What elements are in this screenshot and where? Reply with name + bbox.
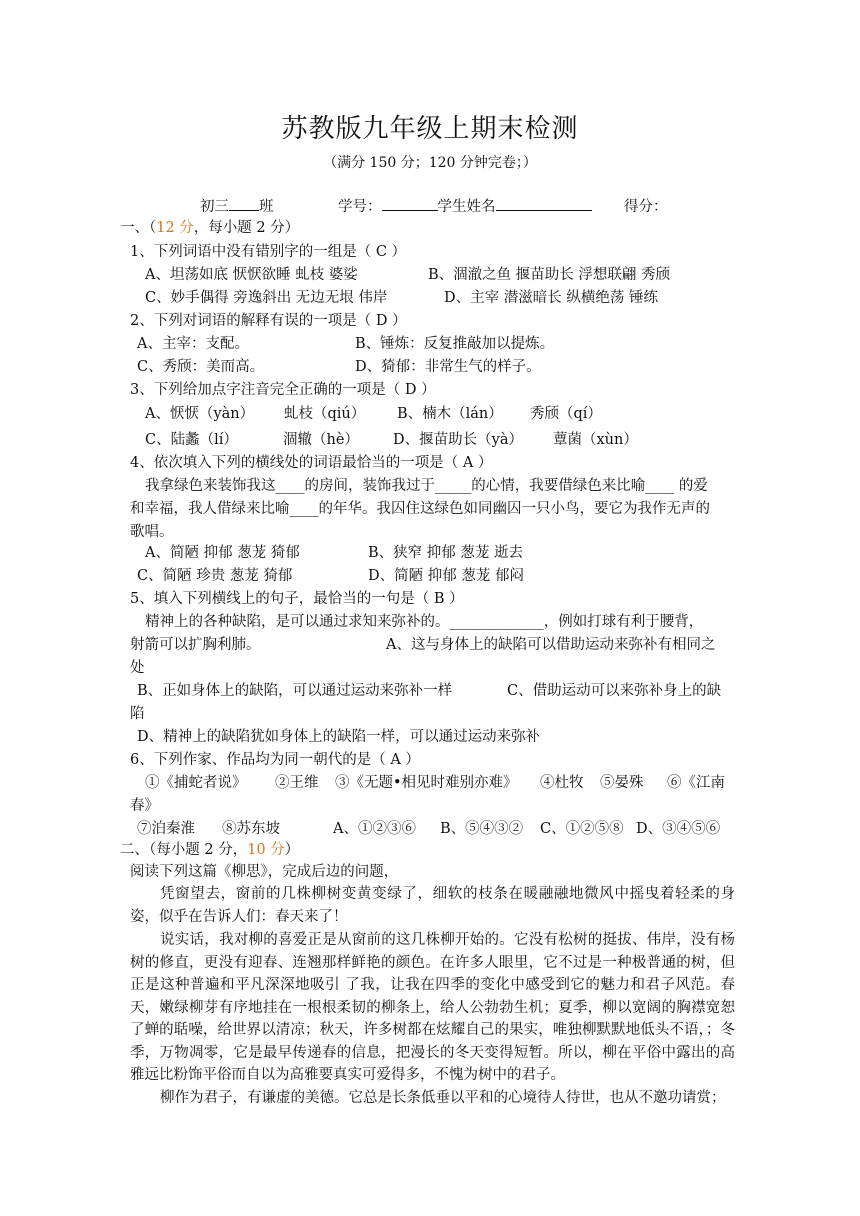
q6-item-4: ④杜牧 bbox=[540, 775, 584, 791]
q1-option-a: A、坦荡如底 恹恹欲睡 虬枝 婆娑 bbox=[145, 267, 358, 283]
section-two-suffix: ） bbox=[284, 842, 300, 858]
q5-option-d: D、精神上的缺陷犹如身体上的缺陷一样，可以通过运动来弥补 bbox=[137, 729, 541, 745]
q6-item-2: ②王维 bbox=[275, 775, 319, 791]
q3-option-d-second: 蕈菌（xùn） bbox=[553, 432, 638, 448]
q4-stem: 4、依次填入下列的横线处的词语最恰当的一项是（ A ） bbox=[130, 455, 493, 471]
q5-option-c-cont: 陷 bbox=[130, 706, 145, 722]
q6-item-8: ⑧苏东坡 bbox=[222, 821, 280, 837]
class-label-post: 班 bbox=[259, 199, 274, 215]
name-blank[interactable] bbox=[496, 196, 592, 211]
q4-option-c: C、简陋 珍贵 葱茏 猗郁 bbox=[137, 568, 293, 584]
q3-option-b: B、楠木（lán） bbox=[397, 406, 503, 422]
section-one-heading bbox=[120, 217, 299, 239]
class-label-pre: 初三 bbox=[200, 199, 229, 215]
id-label: 学号： bbox=[338, 199, 382, 215]
q1-option-b: B、涸澈之鱼 揠苗助长 浮想联翩 秀颀 bbox=[428, 267, 670, 283]
class-blank[interactable] bbox=[229, 196, 259, 211]
q5-passage-line-2: 射箭可以扩胸利肺。 bbox=[130, 637, 261, 653]
q4-passage-line-3: 歌唱。 bbox=[130, 524, 174, 540]
q4-option-d: D、简陋 抑郁 葱茏 郁闷 bbox=[368, 568, 524, 584]
page-title: 苏教版九年级上期末检测 bbox=[281, 114, 579, 144]
reading-intro: 阅读下列这篇《柳思》，完成后边的问题， bbox=[130, 864, 399, 880]
section-one-prefix: 一、（ bbox=[120, 220, 157, 236]
q6-stem: 6、下列作家、作品均为同一朝代的是（ A ） bbox=[130, 752, 420, 768]
page-subtitle: （满分 150 分；120 分钟完卷；） bbox=[323, 155, 537, 171]
q5-option-c: C、借助运动可以来弥补身上的缺 bbox=[507, 683, 722, 699]
q6-item-3: ③《无题•相见时难别亦难》 bbox=[335, 775, 518, 791]
q6-option-c: C、①②⑤⑧ bbox=[540, 821, 624, 837]
reading-paragraph-3: 柳作为君子，有谦虚的美德。它总是长条低垂以平和的心境待人待世，也从不邀功请赏； bbox=[160, 1090, 726, 1106]
q6-item-7: ⑦泊秦淮 bbox=[137, 821, 195, 837]
section-one-points: 12 分 bbox=[156, 220, 194, 236]
q5-option-b: B、正如身体上的缺陷，可以通过运动来弥补一样 bbox=[137, 683, 453, 699]
q5-option-a: A、这与身体上的缺陷可以借助运动来弥补有相同之 bbox=[386, 637, 716, 653]
q2-option-b: B、锤炼：反复推敲加以提炼。 bbox=[355, 336, 555, 352]
q3-option-c: C、陆蠡（lí） bbox=[145, 432, 238, 448]
q6-item-6-cont: 春》 bbox=[130, 798, 159, 814]
q3-option-d: D、揠苗助长（yà） bbox=[393, 432, 523, 448]
q4-passage-line-1: 我拿绿色来装饰我这____的房间，装饰我过于_____的心情，我要借绿色来比喻____ 的爱 bbox=[145, 478, 708, 494]
section-two-prefix: 二、（每小题 2 分， bbox=[120, 842, 248, 858]
q4-option-b: B、狭窄 抑郁 葱茏 逝去 bbox=[368, 545, 523, 561]
q6-item-1: ①《捕蛇者说》 bbox=[145, 775, 247, 791]
q3-stem: 3、下列给加点字注音完全正确的一项是（ D ） bbox=[130, 382, 436, 398]
q6-item-5: ⑤晏殊 bbox=[600, 775, 644, 791]
q5-option-a-cont: 处 bbox=[130, 660, 145, 676]
q6-option-d: D、③④⑤⑥ bbox=[636, 821, 721, 837]
q3-option-a-second: 虬枝（qiú） bbox=[284, 406, 366, 422]
info-line bbox=[200, 196, 274, 218]
section-two-points: 10 分 bbox=[247, 842, 285, 858]
section-one-suffix: ，每小题 2 分） bbox=[193, 220, 300, 236]
name-label: 学生姓名 bbox=[437, 199, 496, 215]
reading-paragraph-2: 说实话，我对柳的喜爱正是从窗前的这几株柳开始的。它没有松树的挺拔、伟岸，没有杨树的修直，更没有迎春、连翘那样鲜艳的颜色。在许多人眼里，它不过是一种极普通的树，但正是这种普遍和平凡深深地吸引 了我，让我在四季的变化中感受到它的魅力和君子风范。春天，嫩绿柳芽有序地挂在一根根柔韧的柳条上，给人公勃勃生机；夏季，柳以宽阔的胸襟宽恕了蝉的聒噪，给世界以清凉；秋天，许多树都在炫耀自己的果实，唯独柳默默地低头不语，；冬季，万物凋零，它是最早传递春的信息，把漫长的冬天变得短暂。所以，柳在平俗中露出的高雅远比粉饰平俗而自以为高雅要真实可爱得多，不愧为树中的君子。 bbox=[130, 932, 735, 1083]
q2-option-c: C、秀颀：美而高。 bbox=[137, 359, 265, 375]
q6-option-a: A、①②③⑥ bbox=[333, 821, 416, 837]
q1-option-c: C、妙手偶得 旁逸斜出 无边无垠 伟岸 bbox=[145, 290, 388, 306]
q3-option-c-second: 涸辙（hè） bbox=[283, 432, 359, 448]
id-blank[interactable] bbox=[382, 196, 438, 211]
q2-stem: 2、下列对词语的解释有误的一项是（ D ） bbox=[130, 313, 407, 329]
q2-option-d: D、猗郁：非常生气的样子。 bbox=[355, 359, 541, 375]
q3-option-a: A、恹恹（yàn） bbox=[145, 406, 255, 422]
q1-stem: 1、下列词语中没有错别字的一组是（ C ） bbox=[130, 244, 407, 260]
q6-item-6: ⑥《江南 bbox=[667, 775, 725, 791]
reading-paragraph-1: 凭窗望去，窗前的几株柳树变黄变绿了，细软的枝条在暖融融地微风中摇曳着轻柔的身姿，似乎在告诉人们：春天来了！ bbox=[130, 886, 735, 925]
q6-option-b: B、⑤④③② bbox=[440, 821, 524, 837]
q4-option-a: A、简陋 抑郁 葱茏 猗郁 bbox=[145, 545, 300, 561]
section-two-heading bbox=[120, 839, 299, 861]
q1-option-d: D、主宰 潜滋暗长 纵横绝荡 锤练 bbox=[444, 290, 658, 306]
id-field bbox=[338, 196, 592, 218]
q3-option-b-second: 秀颀（qí） bbox=[530, 406, 602, 422]
q5-stem: 5、填入下列横线上的句子，最恰当的一句是（ B ） bbox=[130, 591, 464, 607]
q2-option-a: A、主宰：支配。 bbox=[137, 336, 249, 352]
q4-passage-line-2: 和幸福，我人借绿来比喻____的年华。我囚住这绿色如同幽囚一只小鸟，要它为我作无声的 bbox=[130, 501, 710, 517]
q5-passage-line-1: 精神上的各种缺陷，是可以通过求知来弥补的。_____________，例如打球有利于腰背， bbox=[145, 614, 704, 630]
score-label: 得分： bbox=[624, 199, 668, 215]
